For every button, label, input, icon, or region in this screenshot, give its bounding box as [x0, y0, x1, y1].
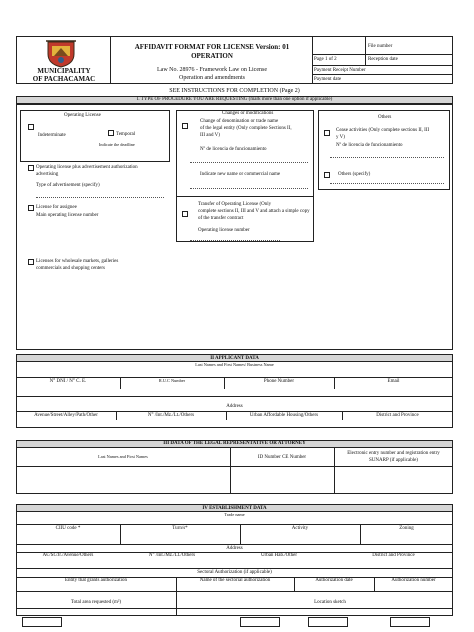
- municipality-name-line1: MUNICIPALITY: [37, 67, 91, 75]
- avenue-label: Avenue/Street/Alley/Path/Other: [34, 413, 98, 418]
- est-no-int-label: N° /Int./Mz./Lt./Others: [148, 553, 196, 558]
- section3-box: [16, 440, 453, 494]
- change-denom-checkbox[interactable]: [182, 123, 188, 129]
- law-text: Law No. 28976 - Framework Law on License: [157, 67, 267, 73]
- file-number-label: File number: [368, 44, 393, 49]
- temporal-label: Temporal: [116, 132, 136, 137]
- nro-licencia-label: Nº de licencia de funcionamiento: [200, 147, 267, 152]
- auth-number-label: Authorization number: [391, 578, 436, 583]
- phone-label: Phone Number: [263, 379, 295, 384]
- payment-receipt-label: Payment Receipt Number: [314, 68, 366, 73]
- changes-label: Changes or modifications: [222, 111, 274, 116]
- form-title: AFFIDAVIT FORMAT FOR LICENSE Version: 01: [134, 43, 290, 51]
- temporal-checkbox[interactable]: [108, 130, 114, 136]
- cease-nro-field[interactable]: [330, 157, 444, 158]
- law-text-2: Operation and amendments: [179, 75, 245, 81]
- section4-title: IV ESTABLISHMENT DATA: [202, 506, 267, 511]
- nro-licencia-field[interactable]: [190, 162, 308, 163]
- change-denom-label-3: III and V): [200, 133, 220, 138]
- sketch-box-3[interactable]: [390, 617, 430, 627]
- no-int-label: N° /Int./Mz./Lt./Others: [147, 413, 195, 418]
- trade-name-label: Trade name: [224, 512, 245, 517]
- sect-name-label: Name of the sectorial authorization: [199, 578, 271, 583]
- rep-entry-label-2: SUNARP (if applicable): [369, 458, 418, 463]
- reception-date-label: Reception date: [368, 57, 398, 62]
- address-label: Address: [226, 404, 243, 409]
- rep-id-label: ID Number CE Number: [257, 455, 307, 460]
- main-license-label: Main operating license number: [36, 213, 99, 218]
- section1-title: I. TYPE OF PROCEDURE YOU ARE REQUESTING (mark more than one option if applicable): [136, 97, 333, 102]
- activity-label: Activity: [291, 526, 309, 531]
- transfer-label-2: complete sections II, III and V and attach a simple copy: [198, 209, 310, 214]
- est-address-label: Address: [226, 546, 243, 551]
- ciiu-label: CIIU code *: [55, 526, 81, 531]
- section2-title: II APPLICANT DATA: [210, 356, 259, 361]
- change-denom-label-2: of the legal entity (Only complete Sections II,: [200, 126, 292, 131]
- sketch-box-1[interactable]: [240, 617, 280, 627]
- municipality-crest-icon: [44, 38, 78, 68]
- email-label: Email: [387, 379, 400, 384]
- form-subtitle: OPERATION: [191, 52, 233, 60]
- type-ad-field[interactable]: [36, 197, 164, 198]
- sectoral-label: Sectoral Authorization (if applicable): [197, 570, 272, 575]
- applicant-name-label: Last Names and First Names/ Business Name: [195, 362, 274, 367]
- deadline-label: Indicate the deadline: [99, 142, 135, 147]
- cease-nro-label: Nº de licencia de funcionamiento: [336, 143, 403, 148]
- transfer-label-3: of the transfer contract: [198, 216, 244, 221]
- dni-label: N° DNI / N° C. E.: [49, 379, 87, 384]
- ad-auth-label: Operating license plus advertisement authorization: [36, 165, 138, 170]
- section3-title: III DATA OF THE LEGAL REPRESENTATIVE OR ATTORNEY: [163, 441, 306, 446]
- rep-entry-label: Electronic entry number and registration entry: [347, 451, 440, 456]
- turn-label: Turn/s*: [172, 526, 188, 531]
- entity-label: Entity that grants authorization: [64, 578, 128, 583]
- cease-label-2: y V): [336, 135, 345, 140]
- assignee-checkbox[interactable]: [28, 205, 34, 211]
- new-name-field[interactable]: [190, 188, 308, 189]
- sketch-box-2[interactable]: [308, 617, 348, 627]
- rep-names-label: Last Names and First Names: [98, 454, 148, 459]
- transfer-label: Transfer of Operating License (Only: [198, 202, 272, 207]
- auth-date-label: Authorization date: [315, 578, 353, 583]
- assignee-label: License for assignee: [36, 205, 77, 210]
- page-indicator: Page 1 of 2: [314, 57, 337, 62]
- type-ad-label: Type of advertisement (specify): [36, 183, 100, 188]
- others-box: [318, 110, 450, 190]
- district-label: District and Province: [376, 413, 419, 418]
- cease-checkbox[interactable]: [324, 130, 330, 136]
- est-district-label: District and Province: [372, 553, 415, 558]
- change-denom-label: Change of denomination or trade name: [200, 119, 279, 124]
- others-label: Others: [378, 115, 392, 120]
- ad-auth-label-2: advertising: [36, 172, 59, 177]
- new-name-label: Indicate new name or commercial name: [200, 172, 281, 177]
- est-urban-label: Urban Hab./Other: [260, 553, 298, 558]
- others-specify-label: Others (specify): [338, 172, 371, 177]
- est-avenue-label: Av./St./Jr./Avenue/Others: [42, 553, 94, 558]
- wholesale-checkbox[interactable]: [28, 259, 34, 265]
- transfer-checkbox[interactable]: [182, 211, 188, 217]
- operating-license-label: Operating License: [64, 113, 101, 118]
- area-label: Total area requested (m²): [70, 600, 122, 605]
- municipality-name-line2: OF PACHACAMAC: [32, 75, 96, 83]
- cease-label: Cease activities (Only complete sections II, III: [336, 128, 430, 133]
- op-license-number-field[interactable]: [190, 240, 280, 241]
- others-specify-checkbox[interactable]: [324, 172, 330, 178]
- sketch-label: Location sketch: [314, 600, 346, 605]
- ruc-label: R.U.C Number: [158, 378, 186, 383]
- indeterminate-label: Indeterminate: [38, 133, 66, 138]
- indeterminate-checkbox[interactable]: [28, 124, 34, 130]
- instructions-note: SEE INSTRUCTIONS FOR COMPLETION (Page 2): [169, 88, 300, 94]
- others-specify-field[interactable]: [330, 183, 444, 184]
- payment-date-label: Payment date: [314, 77, 342, 82]
- urban-label: Urban Affordable Housing/Others: [249, 413, 319, 418]
- zoning-label: Zoning: [399, 526, 414, 531]
- sketch-box-4[interactable]: [22, 617, 62, 627]
- op-license-number-label: Operating license number: [198, 228, 250, 233]
- ad-auth-checkbox[interactable]: [28, 165, 34, 171]
- wholesale-label: Licenses for wholesale markets, galleries: [36, 259, 119, 264]
- wholesale-label-2: commercials and shopping centers: [36, 266, 106, 271]
